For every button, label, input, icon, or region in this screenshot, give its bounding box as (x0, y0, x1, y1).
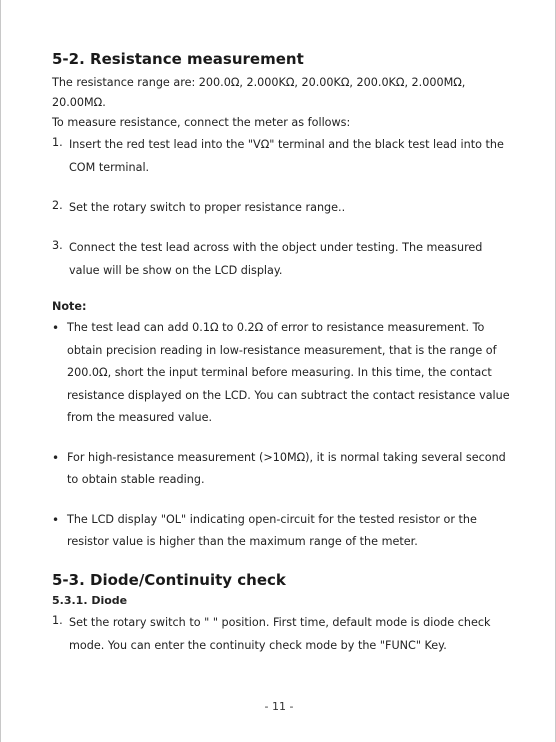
note-item (52, 317, 512, 430)
section-title-diode: 5-3. Diode/Continuity check (52, 570, 286, 589)
step-number: 1. (52, 613, 63, 627)
note-heading: Note: (52, 300, 87, 313)
resistance-range-text: The resistance range are: 200.0Ω, 2.000KΩ, 20.00KΩ, 200.0KΩ, 2.000MΩ, 20.00MΩ. (52, 76, 466, 109)
step-text: Set the rotary switch to proper resistance range.. (69, 201, 346, 214)
step-item (52, 133, 512, 179)
note-text: For high-resistance measurement (>10MΩ), it is normal taking several second to obtain stable reading. (67, 450, 506, 486)
page-number: - 11 - (264, 700, 294, 713)
step-text: Connect the test lead across with the object under testing. The measured value will be show on the LCD display. (69, 241, 483, 277)
note-item (52, 509, 512, 554)
step-number: 1. (52, 136, 63, 149)
step-text: Insert the red test lead into the "VΩ" terminal and the black test lead into the COM terminal. (69, 138, 504, 174)
step-text: Set the rotary switch to " " position. First time, default mode is diode check mode. You can enter the continuity check mode by the "FUNC" Key. (69, 615, 491, 652)
page-content (52, 48, 512, 657)
step-number: 2. (52, 199, 63, 212)
step-number: 3. (52, 239, 63, 252)
note-text: The LCD display "OL" indicating open-circuit for the tested resistor or the resistor value is higher than the maximum range of the meter. (67, 512, 477, 548)
note-item (52, 447, 512, 492)
connect-instruction: To measure resistance, connect the meter as follows: (52, 116, 351, 129)
note-text: The test lead can add 0.1Ω to 0.2Ω of error to resistance measurement. To obtain precision reading in low-resistance measurement, that is the range of 200.0Ω, short the input terminal before measuring. In this time, the contact resistance displayed on the LCD. You can subtract the contact resistance value from the measured value. (67, 321, 510, 424)
bullet-icon: • (52, 321, 60, 335)
step-item (52, 611, 512, 657)
subsection-title-diode: 5.3.1. Diode (52, 593, 128, 607)
bullet-icon: • (52, 512, 60, 527)
bullet-icon: • (52, 450, 60, 465)
step-item (52, 236, 512, 282)
step-item (52, 196, 512, 219)
section-title-resistance: 5-2. Resistance measurement (52, 50, 304, 68)
